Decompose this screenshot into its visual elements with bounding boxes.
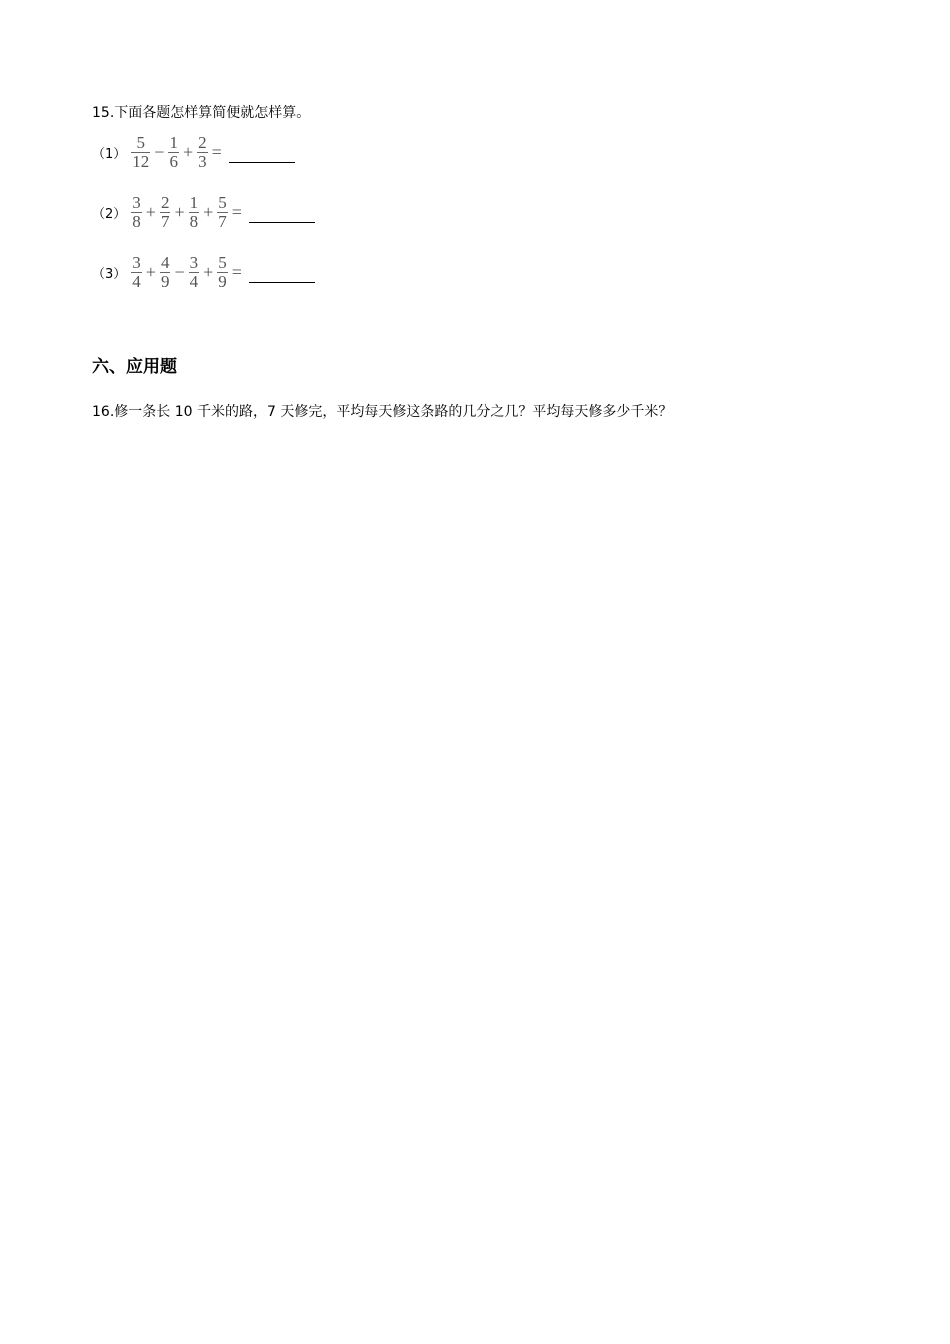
numerator: 1 [189,192,199,212]
fraction [189,252,200,291]
operator: − [154,141,165,162]
equals-sign: = [231,201,242,222]
fraction [217,252,228,291]
question-15-title: 15.下面各题怎样算简便就怎样算。 [92,105,311,121]
denominator: 9 [218,271,227,291]
equals-sign: = [231,261,242,282]
fraction [197,132,208,171]
fraction [168,132,179,171]
denominator: 8 [189,211,199,231]
fraction [131,132,150,171]
denominator: 6 [169,151,178,171]
numerator: 5 [136,132,146,152]
answer-blank[interactable] [229,150,295,163]
equals-sign: = [211,141,222,162]
numerator: 1 [169,132,178,152]
numerator: 3 [132,252,141,272]
denominator: 9 [160,271,170,291]
fraction [131,192,142,231]
denominator: 3 [198,151,207,171]
denominator: 12 [132,151,150,171]
question-15-item-3 [92,252,315,292]
fraction [160,252,171,291]
operator: + [203,201,214,222]
operator: + [145,261,156,282]
fraction [160,192,171,231]
item-label: （2） [92,206,127,222]
numerator: 2 [198,132,207,152]
denominator: 4 [132,271,141,291]
question-15-item-1 [92,132,295,172]
answer-blank[interactable] [249,210,315,223]
fraction [189,192,200,231]
question-16-text: 16.修一条长 10 千米的路，7 天修完，平均每天修这条路的几分之几？平均每天修多少千米？ [92,404,673,420]
denominator: 8 [132,211,141,231]
item-label: （3） [92,266,127,282]
operator: + [182,141,194,162]
numerator: 5 [218,252,227,272]
denominator: 4 [189,271,199,291]
fraction [131,252,142,291]
numerator: 4 [160,252,170,272]
denominator: 7 [160,211,170,231]
question-15-item-2 [92,192,315,232]
operator: + [145,201,156,222]
denominator: 7 [218,211,227,231]
numerator: 3 [132,192,141,212]
numerator: 5 [218,192,227,212]
operator: − [174,261,185,282]
fraction [217,192,228,231]
answer-blank[interactable] [249,270,315,283]
numerator: 3 [189,252,199,272]
operator: + [203,261,214,282]
section-title: 六、应用题 [92,357,177,377]
numerator: 2 [160,192,170,212]
operator: + [174,201,185,222]
item-label: （1） [92,146,127,162]
